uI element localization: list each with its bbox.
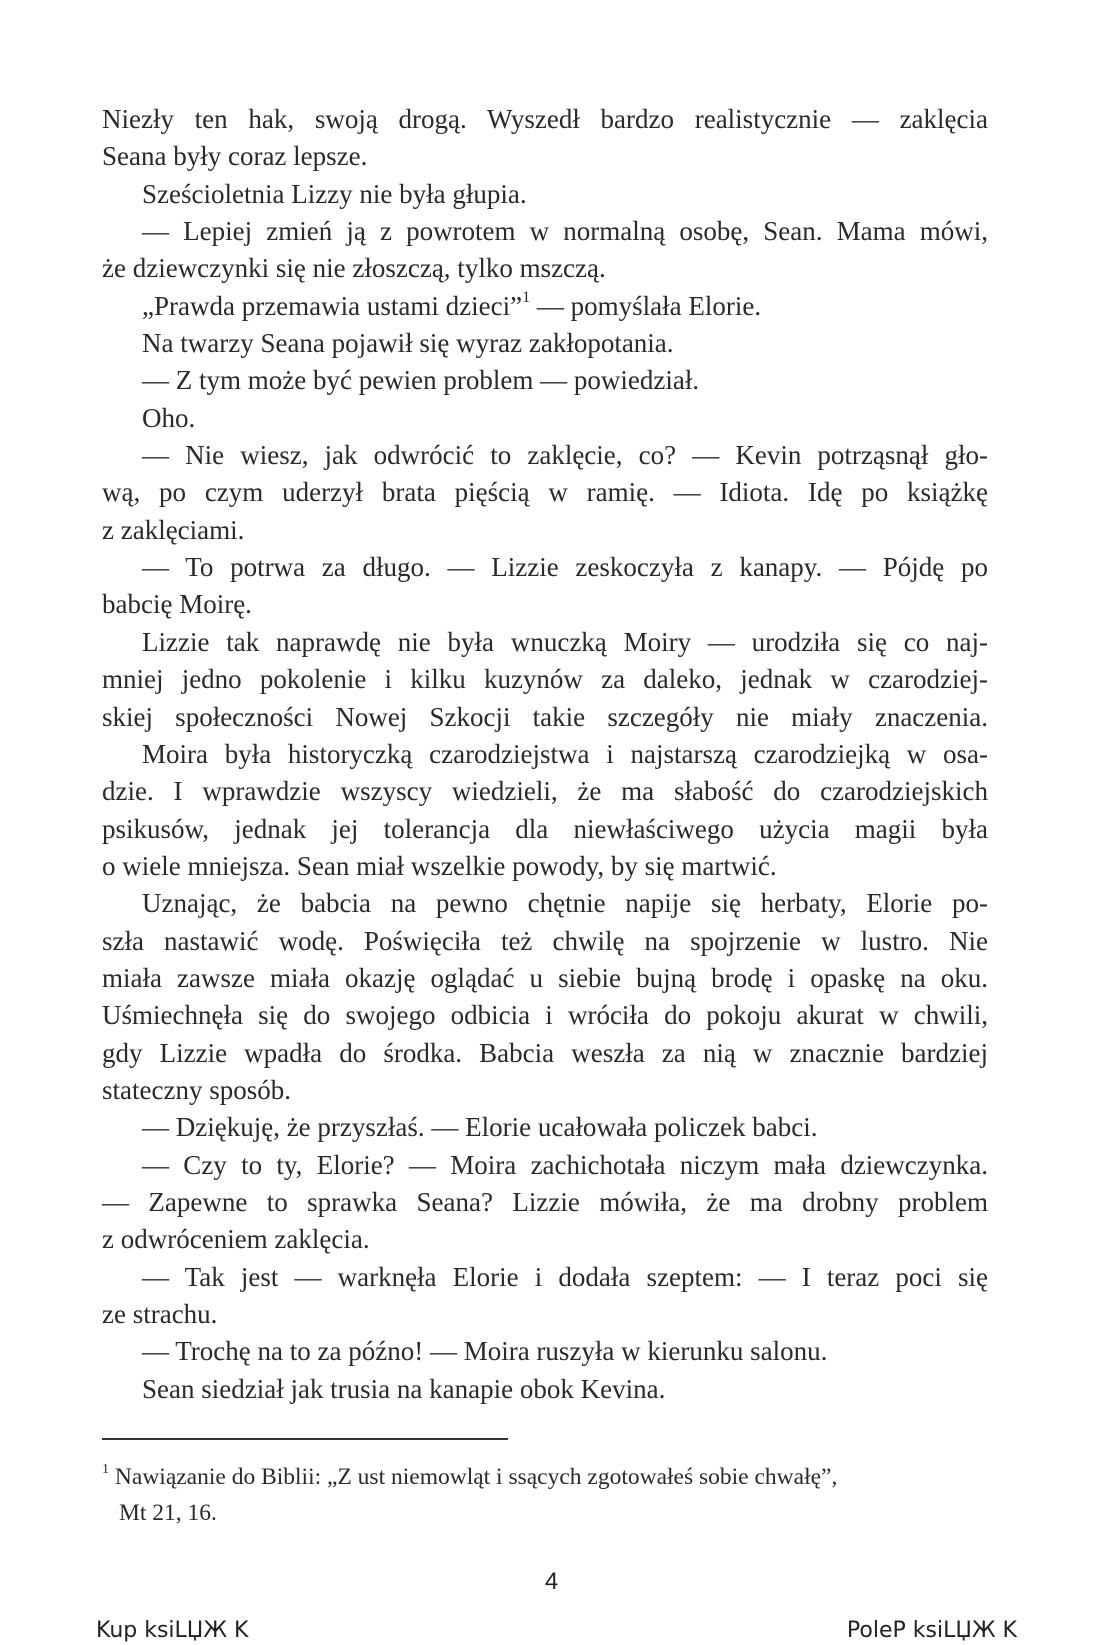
text-line-content: Oho.: [142, 402, 196, 433]
text-line: [102, 1221, 988, 1258]
text-line-content: Moira była historyczką czarodziejstwa i najstarszą czarodziejką w osa-: [142, 738, 988, 769]
text-line-content: Niezły ten hak, swoją drogą. Wyszedł bardzo realistycznie — zaklęcia: [102, 104, 988, 134]
text-line: [102, 773, 988, 810]
text-line-content: — Nie wiesz, jak odwrócić to zaklęcie, co? — Kevin potrząsnął gło-: [142, 440, 988, 471]
footer-recommend-link[interactable]: PoleP ksiLЏЖ K: [846, 1618, 1017, 1643]
text-line-content: Seana były coraz lepsze.: [102, 141, 368, 172]
text-line-content: — Dziękuję, że przyszłaś. — Elorie ucałowała policzek babci.: [142, 1112, 818, 1143]
text-line: [102, 325, 988, 362]
text-line-continuation: — pomyślała Elorie.: [530, 290, 762, 321]
text-line: [102, 1259, 988, 1296]
text-line: [102, 1333, 988, 1370]
text-line-content: — Tak jest — warknęła Elorie i dodała szeptem: — I teraz poci się: [142, 1261, 988, 1292]
text-line: [102, 624, 988, 661]
text-line: [102, 1035, 988, 1072]
text-line: [102, 1072, 988, 1109]
text-line-content: dzie. I wprawdzie wszyscy wiedzieli, że ma słabość do czarodziejskich: [102, 776, 988, 807]
text-line-content: gdy Lizzie wpadła do środka. Babcia weszła za nią w znacznie bardziej: [102, 1037, 988, 1068]
text-line-content: — Z tym może być pewien problem — powiedział.: [142, 365, 700, 396]
text-line: [102, 400, 988, 437]
text-line-content: Sześcioletnia Lizzy nie była głupia.: [142, 178, 527, 209]
text-line-content: że dziewczynki się nie złoszczą, tylko mszczą.: [102, 253, 606, 284]
text-line: [102, 699, 988, 736]
text-line-content: Uśmiechnęła się do swojego odbicia i wróciła do pokoju akurat w chwili,: [102, 1000, 988, 1031]
text-line: [102, 176, 988, 213]
text-line-content: miała zawsze miała okazję oglądać u siebie bujną brodę i opaskę na oku.: [102, 962, 988, 993]
text-line-content: psikusów, jednak jej tolerancja dla niewłaściwego użycia magii była: [102, 813, 988, 844]
text-line: [102, 288, 988, 325]
text-line-content: stateczny sposób.: [102, 1074, 291, 1105]
text-line: [102, 1184, 988, 1221]
text-line-content: skiej społeczności Nowej Szkocji takie szczegóły nie miały znaczenia.: [102, 701, 988, 732]
text-line-content: — Lepiej zmień ją z powrotem w normalną osobę, Sean. Mama mówi,: [142, 216, 988, 247]
text-line-content: szła nastawić wodę. Poświęciła też chwilę na spojrzenie w lustro. Nie: [102, 925, 988, 956]
text-line-content: Uznając, że babcia na pewno chętnie napije się herbaty, Elorie po-: [142, 888, 988, 919]
text-line: [102, 138, 988, 175]
text-line: [102, 250, 988, 287]
footer-buy-link[interactable]: Kup ksiLЏЖ K: [96, 1618, 249, 1643]
text-line-content: — Zapewne to sprawka Seana? Lizzie mówiła, że ma drobny problem: [102, 1186, 988, 1217]
page-number: 4: [544, 1568, 559, 1595]
footnote-text: Nawiązanie do Biblii: „Z ust niemowląt i ssących zgotowałeś sobie chwałę”,: [109, 1464, 838, 1490]
text-line: [102, 1296, 988, 1333]
text-line-content: — Czy to ty, Elorie? — Moira zachichotała niczym mała dziewczynka.: [142, 1149, 988, 1180]
text-line-content: „Prawda przemawia ustami dzieci”: [142, 290, 523, 321]
footnote-separator: [102, 1438, 508, 1440]
text-line: [102, 1371, 988, 1408]
text-line: [102, 437, 988, 474]
text-line-content: Na twarzy Seana pojawił się wyraz zakłopotania.: [142, 328, 674, 359]
text-line: [102, 960, 988, 997]
text-line-content: ze strachu.: [102, 1299, 218, 1329]
text-line: [102, 362, 988, 399]
text-line: [102, 1109, 988, 1146]
text-line: [102, 549, 988, 586]
body-text: [102, 101, 988, 1408]
text-line: [102, 848, 988, 885]
text-line: [102, 586, 988, 623]
text-line-content: Lizzie tak naprawdę nie była wnuczką Moiry — urodziła się co naj-: [142, 626, 988, 657]
text-line: [102, 885, 988, 922]
text-line: [102, 997, 988, 1034]
text-line-content: — To potrwa za długo. — Lizzie zeskoczyła z kanapy. — Pójdę po: [142, 552, 988, 583]
text-line-content: Sean siedział jak trusia na kanapie obok Kevina.: [142, 1373, 666, 1404]
footnote-line: Mt 21, 16.: [119, 1500, 217, 1526]
footnote-reference: 1: [522, 288, 531, 307]
text-line: [102, 811, 988, 848]
footnote-line: [102, 1459, 988, 1495]
text-line-content: z zaklęciami.: [102, 514, 245, 545]
text-line: [102, 923, 988, 960]
text-line: [102, 512, 988, 549]
text-line: [102, 213, 988, 250]
text-line-content: o wiele mniejsza. Sean miał wszelkie powody, by się martwić.: [102, 850, 777, 881]
text-line: [102, 474, 988, 511]
text-line-content: z odwróceniem zaklęcia.: [102, 1224, 370, 1255]
text-line: [102, 661, 988, 698]
text-line: [102, 736, 988, 773]
text-line-content: wą, po czym uderzył brata pięścią w ramię. — Idiota. Idę po książkę: [102, 477, 988, 508]
text-line: [102, 101, 988, 138]
text-line-content: mniej jedno pokolenie i kilku kuzynów za daleko, jednak w czarodziej-: [102, 664, 988, 695]
text-line-content: — Trochę na to za późno! — Moira ruszyła w kierunku salonu.: [142, 1336, 828, 1367]
text-line-content: babcię Moirę.: [102, 589, 252, 620]
footnote: [102, 1459, 988, 1531]
text-line: [102, 1147, 988, 1184]
footnote-number: 1: [102, 1461, 110, 1478]
